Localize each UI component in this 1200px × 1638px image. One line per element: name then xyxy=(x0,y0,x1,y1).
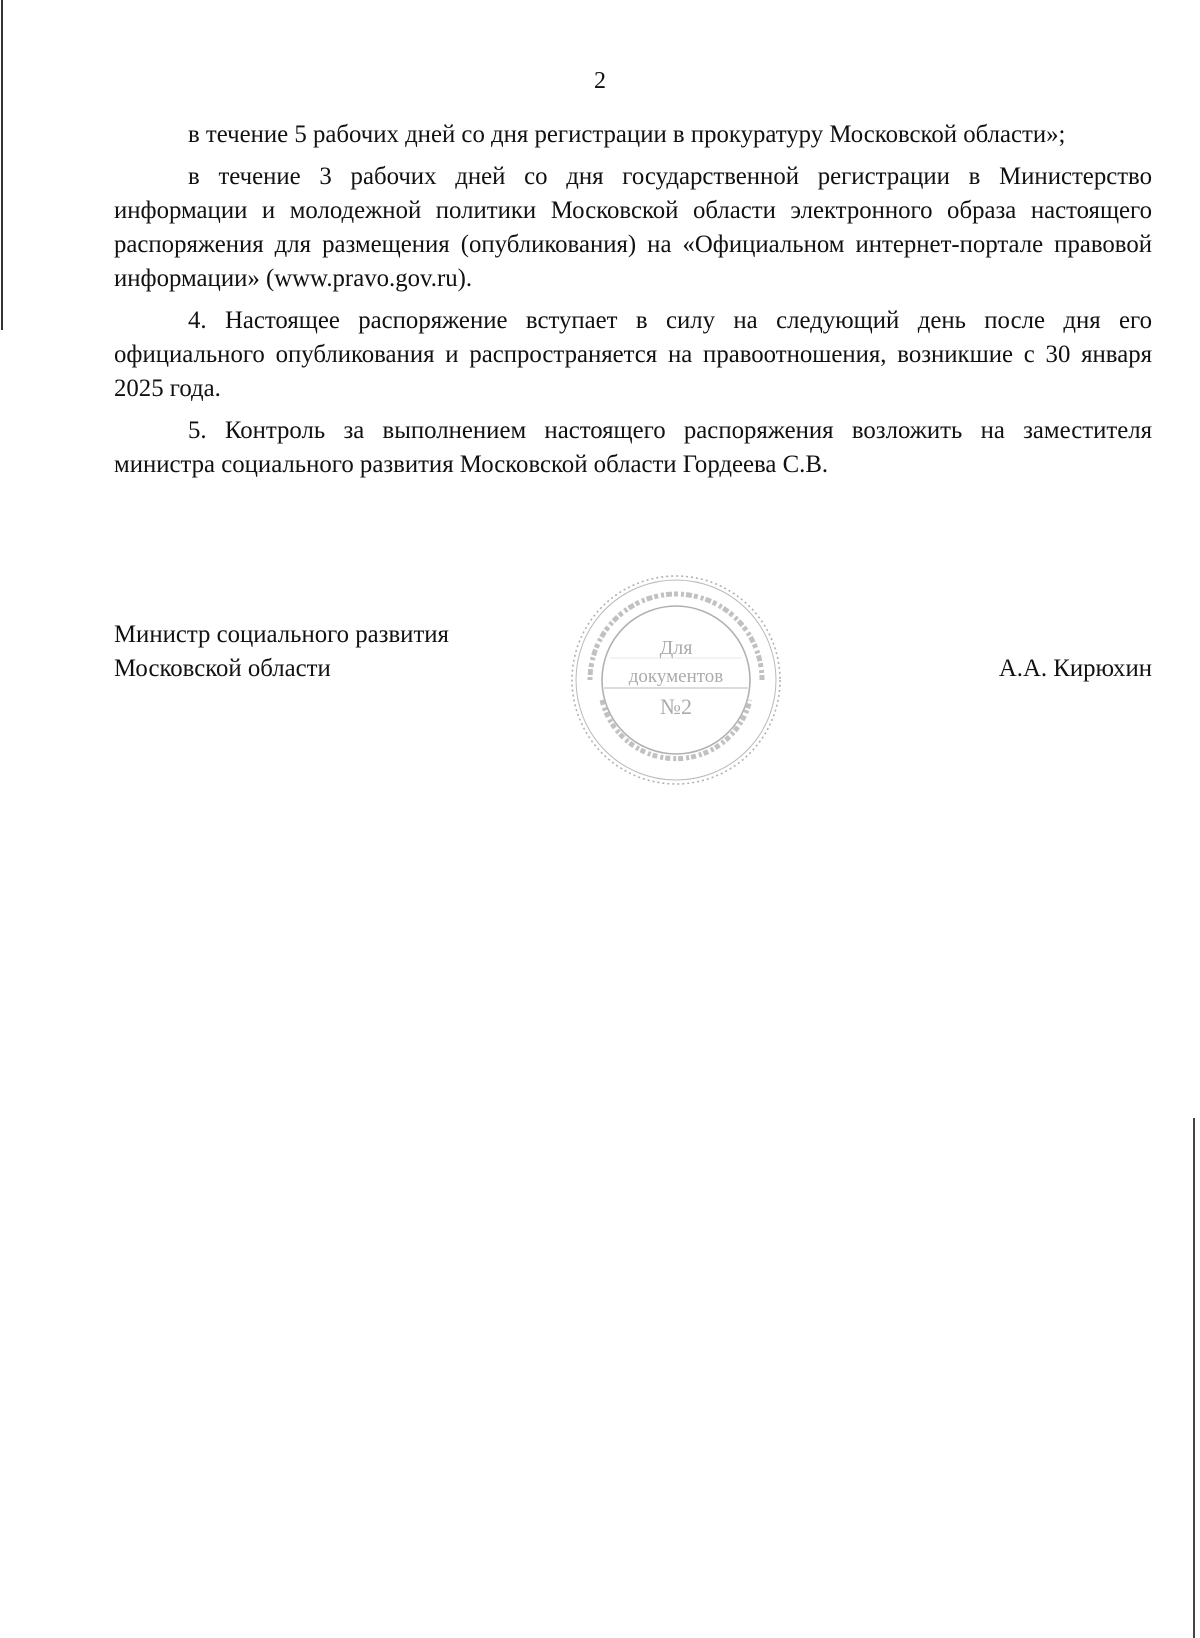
stamp-center-line-1: Для xyxy=(659,637,693,659)
official-stamp xyxy=(566,570,786,790)
page-number: 2 xyxy=(594,68,606,94)
paragraph-effective-date: 4. Настоящее распоряжение вступает в силу на следующий день после дня его официального опубликования и распространяется на правоотношения, возникшие с 30 января 2025 года. xyxy=(114,307,1152,402)
scan-edge-left xyxy=(1,0,3,330)
signer-title xyxy=(114,618,534,686)
signer-title-line-2: Московской области xyxy=(114,655,331,682)
signer-name: А.А. Кирюхин xyxy=(998,655,1152,682)
stamp-center-line-3: №2 xyxy=(660,694,692,719)
paragraph-ministry-deadline: в течение 3 рабочих дней со дня государственной регистрации в Министерство информации и молодежной политики Московской области электронного образа настоящего распоряжения для размещения (опубликования) на «Официальном интернет-портале правовой информации» (www.pravo.gov.ru). xyxy=(114,163,1152,292)
paragraph-prosecutor-deadline: в течение 5 рабочих дней со дня регистрации в прокуратуру Московской области»; xyxy=(188,121,1066,148)
document-body xyxy=(114,118,1152,490)
signer-title-line-1: Министр социального развития xyxy=(114,621,449,648)
stamp-center-line-2: документов xyxy=(628,666,724,687)
paragraph-control: 5. Контроль за выполнением настоящего распоряжения возложить на заместителя министра социального развития Московской области Гордеева С.В. xyxy=(114,417,1152,478)
scan-edge-right xyxy=(1193,1118,1195,1638)
